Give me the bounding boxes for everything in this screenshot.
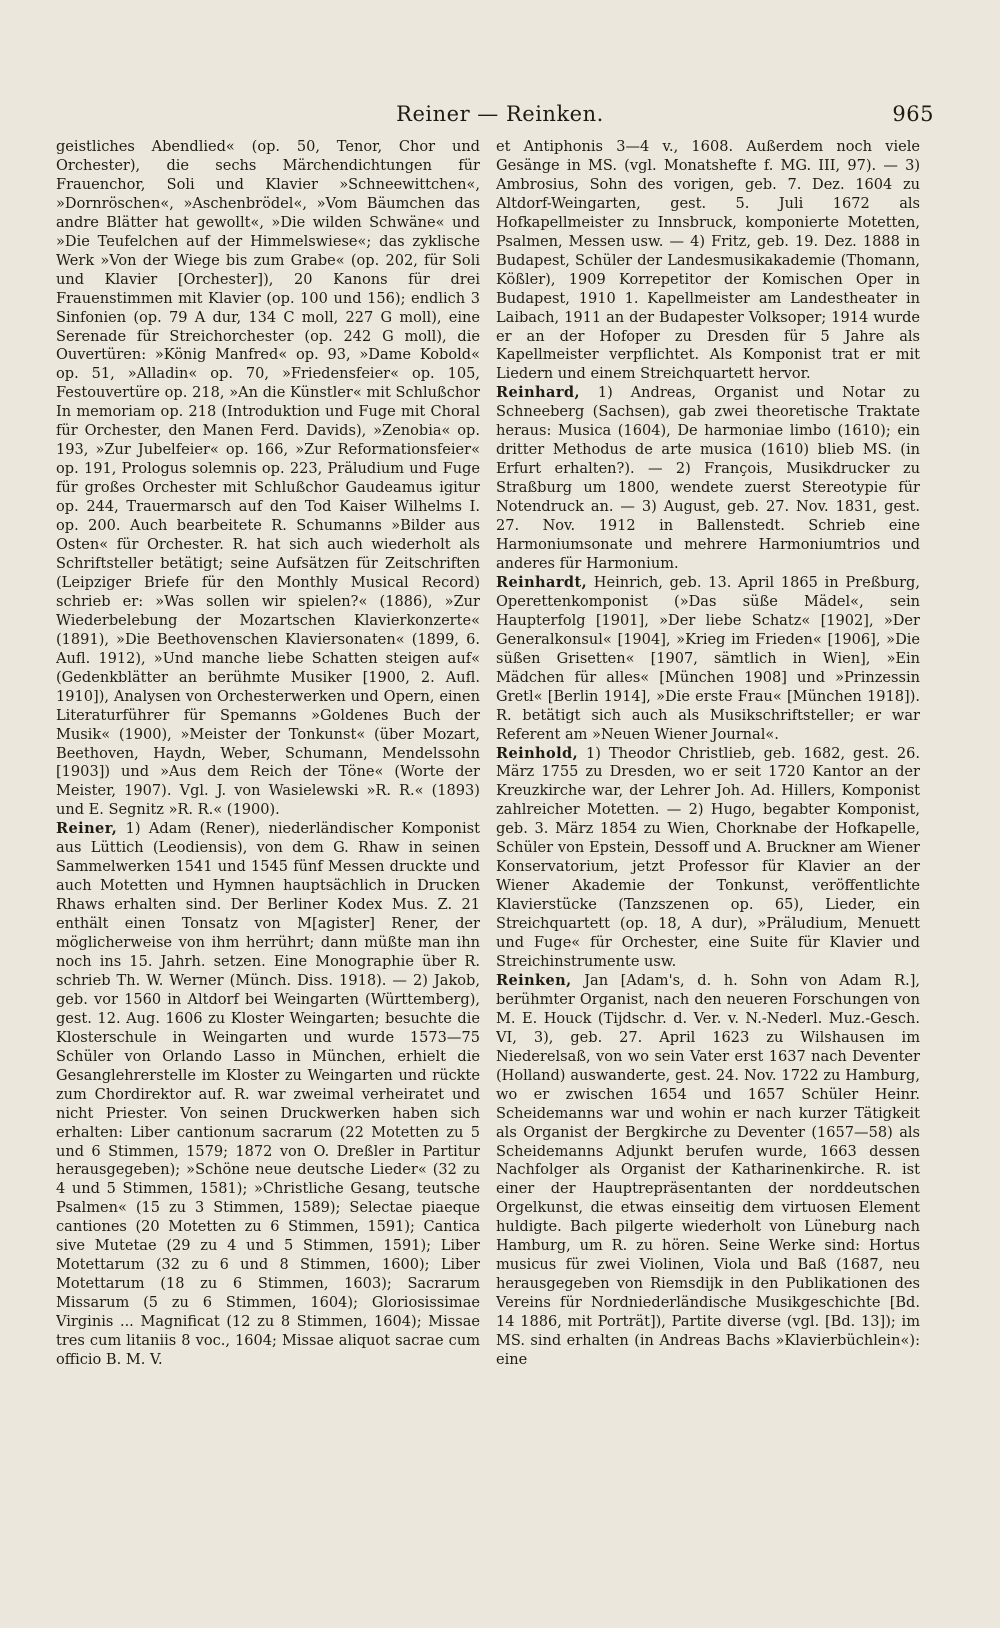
entry-headword-reinken: Reinken, [496,971,572,989]
entry-body-reinhardt: Heinrich, geb. 13. April 1865 in Preßburg, Operettenkomponist (»Das süße Mädel«, sein Haupterfolg [1901], »Der liebe Schatz« [1902], »Der Generalkonsul« [1904], »Krieg im Frieden« [1906], »Die süßen Grisetten« [1907, sämtlich in Wien], »Ein Mädchen für alles« [München 1908] und »Prinzessin Gretl« [Berlin 1914], »Die erste Frau« [München 1918]). R. betätigt sich auch als Musikschriftsteller; er war Referent am »Neuen Wiener Journal«. [496,573,920,743]
entry-body-reinken: Jan [Adam's, d. h. Sohn von Adam R.], berühmter Organist, nach den neueren Forschungen von M. E. Houck (Tijdschr. d. Ver. v. N.-Nederl. Muz.-Gesch. VI, 3), geb. 27. April 1623 zu Wilshausen im Niederelsaß, von wo sein Vater erst 1637 nach Deventer (Holland) auswanderte, gest. 24. Nov. 1722 zu Hamburg, wo er zwischen 1654 und 1657 Schüler Heinr. Scheidemanns war und wohin er nach kurzer Tätigkeit als Organist der Bergkirche zu Deventer (1657—58) als Scheidemanns Adjunkt berufen wurde, 1663 dessen Nachfolger als Organist der Katharinenkirche. R. ist einer der Hauptrepräsentanten der norddeutschen Orgelkunst, die etwas einseitig dem virtuosen Element huldigte. Bach pilgerte wiederholt von Lüneburg nach Hamburg, um R. zu hören. Seine Werke sind: Hortus musicus für zwei Violinen, Viola und Baß (1687, neu herausgegeben von Riemsdijk in den Publikationen des Vereins für Nordniederländische Musikgeschichte [Bd. 14 1886, mit Porträt]), Partite diverse (vgl. [Bd. 13]); im MS. sind erhalten (in Andreas Bachs »Klavierbüchlein«): eine [496,971,920,1368]
entry-reiner [56,820,480,1370]
left-column [56,138,480,1510]
entry-reinhardt [496,574,920,745]
entry-body-reinhard: 1) Andreas, Organist und Notar zu Schneeberg (Sachsen), gab zwei theoretische Traktate heraus: Musica (1604), De harmoniae limbo (1610); ein dritter Methodus de arte musica (1610) blieb MS. (in Erfurt erhalten?). — 2) François, Musikdrucker zu Straßburg um 1800, wendete zuerst Stereotypie für Notendruck an. — 3) August, geb. 27. Nov. 1831, gest. 27. Nov. 1912 in Ballenstedt. Schrieb eine Harmoniumsonate und mehrere Harmoniumtrios und anderes für Harmonium. [496,384,920,572]
continued-entry-paragraph: geistliches Abendlied« (op. 50, Tenor, Chor und Orchester), die sechs Märchendichtungen für Frauenchor, Soli und Klavier »Schneewittchen«, »Dornröschen«, »Aschenbrödel«, »Vom Bäumchen das andre Blätter hat gewollt«, »Die wilden Schwäne« und »Die Teufelchen auf der Himmelswiese«; das zyklische Werk »Von der Wiege bis zum Grabe« (op. 202, für Soli und Klavier [Orchester]), 20 Kanons für drei Frauenstimmen mit Klavier (op. 100 und 156); endlich 3 Sinfonien (op. 79 A dur, 134 C moll, 227 G moll), eine Serenade für Streichorchester (op. 242 G moll), die Ouvertüren: »König Manfred« op. 93, »Dame Kobold« op. 51, »Alladin« op. 70, »Friedensfeier« op. 105, Festouvertüre op. 218, »An die Künstler« mit Schlußchor In memoriam op. 218 (Introduktion und Fuge mit Choral für Orchester, den Manen Ferd. Davids), »Zenobia« op. 193, »Zur Jubelfeier« op. 166, »Zur Reformationsfeier« op. 191, Prologus solemnis op. 223, Präludium und Fuge für großes Orchester mit Schlußchor Gaudeamus igitur op. 244, Trauermarsch auf den Tod Kaiser Wilhelms I. op. 200. Auch bearbeitete R. Schumanns »Bilder aus Osten« für Orchester. R. hat sich auch wiederholt als Schriftsteller betätigt; seine Aufsätzen für Zeitschriften (Leipziger Briefe für den Monthly Musical Record) schrieb er: »Was sollen wir spielen?« (1886), »Zur Wiederbelebung der Mozartschen Klavierkonzerte« (1891), »Die Beethovenschen Klaviersonaten« (1899, 6. Aufl. 1912), »Und manche liebe Schatten steigen auf« (Gedenkblätter an berühmte Musiker [1900, 2. Aufl. 1910]), Analysen von Orchesterwerken und Opern, einen Literaturführer für Spemanns »Goldenes Buch der Musik« (1900), »Meister der Tonkunst« (über Mozart, Beethoven, Haydn, Weber, Schumann, Mendelssohn [1903]) und »Aus dem Reich der Töne« (Worte der Meister, 1907). Vgl. J. von Wasielewski »R. R.« (1893) und E. Segnitz »R. R.« (1900). [56,138,480,819]
entry-headword-reiner: Reiner, [56,820,118,838]
entry-body-reinhold: 1) Theodor Christlieb, geb. 1682, gest. 26. März 1755 zu Dresden, wo er seit 1720 Kantor an der Kreuzkirche war, der Lehrer Joh. Ad. Hillers, Komponist zahlreicher Motetten. — 2) Hugo, begabter Komponist, geb. 3. März 1854 zu Wien, Chorknabe der Hofkapelle, Schüler von Epstein, Dessoff und A. Bruckner am Wiener Konservatorium, jetzt Professor für Klavier an der Wiener Akademie der Tonkunst, veröffentlichte Klavierstücke (Tanzszenen op. 65), Lieder, ein Streichquartett (op. 18, A dur), »Präludium, Menuett und Fuge« für Orchester, eine Suite für Klavier und Streichinstrumente usw. [496,744,920,970]
entry-headword-reinhold: Reinhold, [496,744,579,762]
entry-headword-reinhard: Reinhard, [496,384,580,402]
right-column [496,138,920,1510]
entry-headword-reinhardt: Reinhardt, [496,573,588,591]
entry-reinhard [496,384,920,574]
continued-entry-paragraph: et Antiphonis 3—4 v., 1608. Außerdem noch viele Gesänge in MS. (vgl. Monatshefte f. MG. III, 97). — 3) Ambrosius, Sohn des vorigen, geb. 7. Dez. 1604 zu Altdorf-Weingarten, gest. 5. Juli 1672 als Hofkapellmeister zu Innsbruck, komponierte Motetten, Psalmen, Messen usw. — 4) Fritz, geb. 19. Dez. 1888 in Budapest, Schüler der Landesmusikakademie (Thomann, Kößler), 1909 Korrepetitor der Komischen Oper in Budapest, 1910 1. Kapellmeister am Landestheater in Laibach, 1911 an der Budapester Volksoper; 1914 wurde er an der Hofoper zu Dresden für 5 Jahre als Kapellmeister verpflichtet. Als Komponist trat er mit Liedern und einem Streichquartett hervor. [496,138,920,383]
running-header [56,98,944,134]
entry-reinken [496,972,920,1370]
entry-reinhold [496,745,920,972]
page-number: 965 [892,102,934,126]
running-title: Reiner — Reinken. [396,102,604,126]
entry-body-reiner: 1) Adam (Rener), niederländischer Komponist aus Lüttich (Leodiensis), von dem G. Rhaw in seinen Sammelwerken 1541 und 1545 fünf Messen druckte und auch Motetten und Hymnen hauptsächlich in Drucken Rhaws erhalten sind. Der Berliner Kodex Mus. Z. 21 enthält einen Tonsatz von M[agister] Rener, der möglicherweise von ihm herrührt; dann müßte man ihn noch ins 15. Jahrh. setzen. Eine Monographie über R. schrieb Th. W. Werner (Münch. Diss. 1918). — 2) Jakob, geb. vor 1560 in Altdorf bei Weingarten (Württemberg), gest. 12. Aug. 1606 zu Kloster Weingarten; besuchte die Klosterschule in Weingarten und wurde 1573—75 Schüler von Orlando Lasso in München, erhielt die Gesanglehrerstelle im Kloster zu Weingarten und rückte zum Chordirektor auf. R. war zweimal verheiratet und nicht Priester. Von seinen Druckwerken haben sich erhalten: Liber cantionum sacrarum (22 Motetten zu 5 und 6 Stimmen, 1579; 1872 von O. Dreßler in Partitur herausgegeben); »Schöne neue deutsche Lieder« (32 zu 4 und 5 Stimmen, 1581); »Christliche Gesang, teutsche Psalmen« (15 zu 3 Stimmen, 1589); Selectae piaeque cantiones (20 Motetten zu 6 Stimmen, 1591); Cantica sive Mutetae (29 zu 4 und 5 Stimmen, 1591); Liber Motettarum (32 zu 6 und 8 Stimmen, 1600); Liber Motettarum (18 zu 6 Stimmen, 1603); Sacrarum Missarum (5 zu 6 Stimmen, 1604); Gloriosissimae Virginis ... Magnificat (12 zu 8 Stimmen, 1604); Missae tres cum litaniis 8 voc., 1604; Missae aliquot sacrae cum officio B. M. V. [56,820,480,1368]
